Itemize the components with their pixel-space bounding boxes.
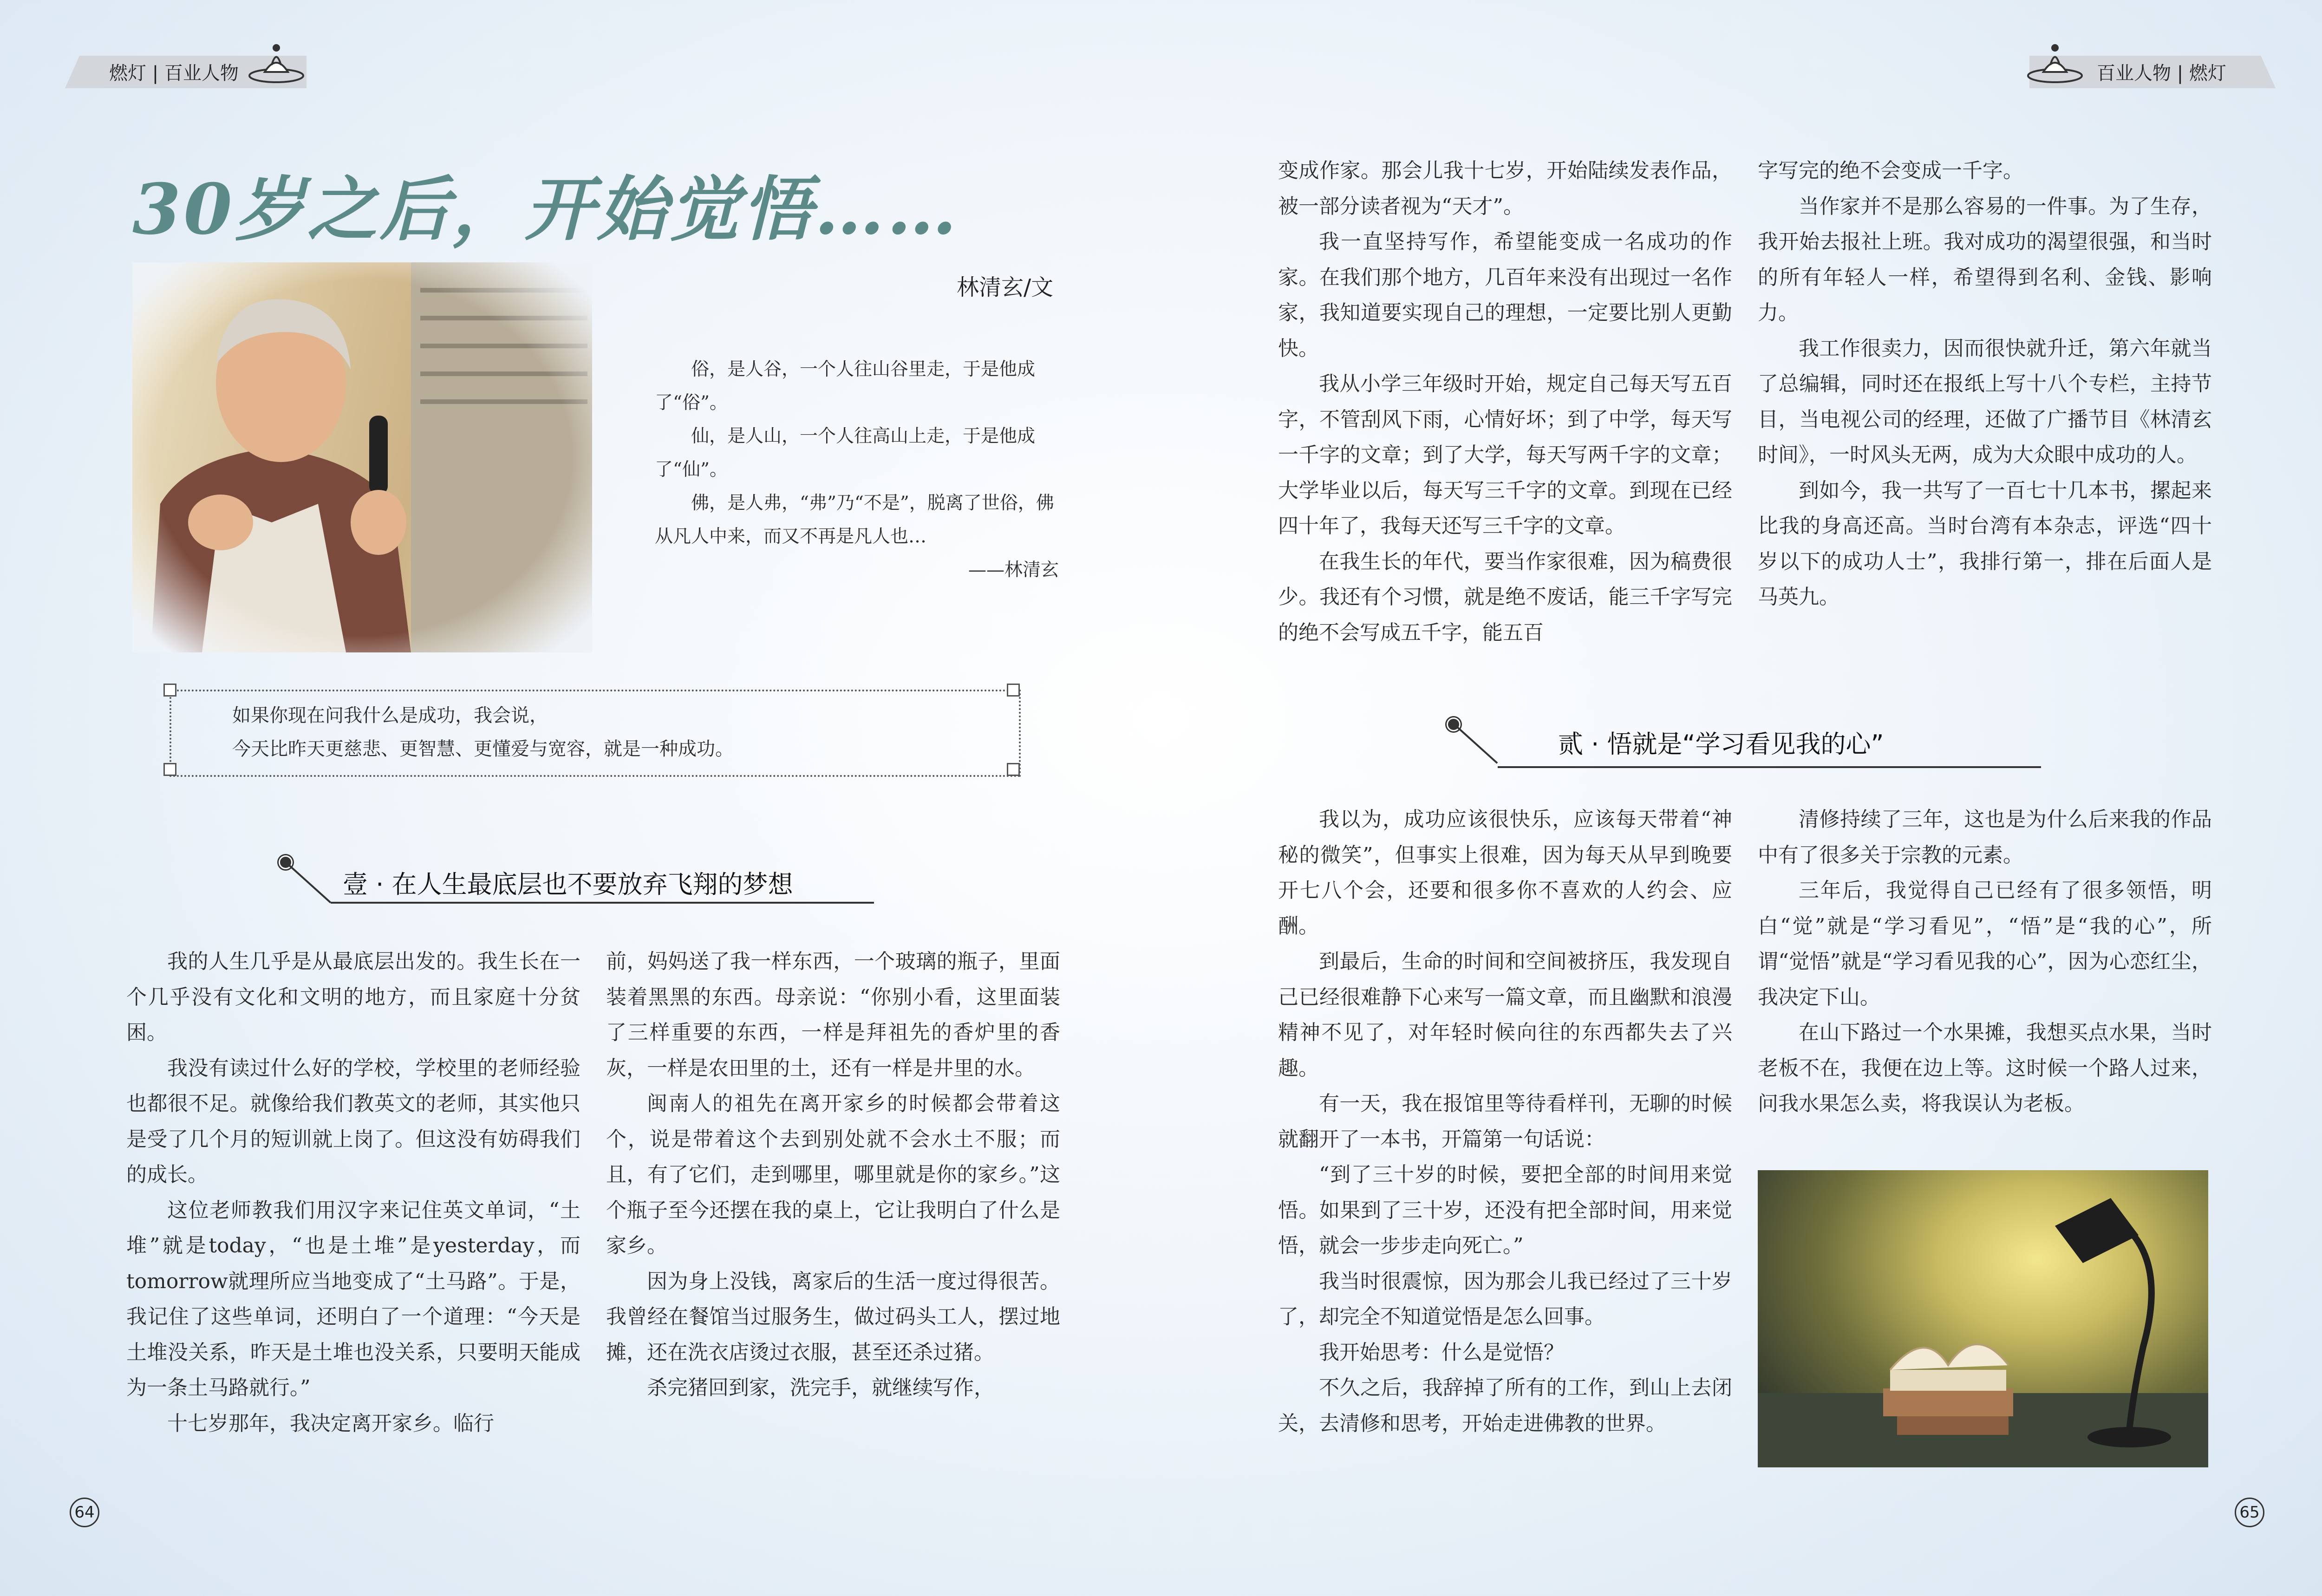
- body-column-1: [126, 944, 580, 1441]
- quote-line: 仙，是人山，一个人往高山上走，于是他成了“仙”。: [655, 426, 1036, 480]
- paragraph: 我工作很卖力，因而很快就升迁，第六年就当了总编辑，同时还在报纸上写十八个专栏，主持节目，当电视公司的经理，还做了广播节目《林清玄时间》，一时风头无两，成为大众眼中成功的人。: [1758, 336, 2212, 467]
- paragraph: 因为身上没钱，离家后的生活一度过得很苦。我曾经在餐馆当过服务生，做过码头工人，摆过地摊，还在洗衣店烫过衣服，甚至还杀过猪。: [606, 1269, 1060, 1364]
- body-column-2: [606, 944, 1060, 1406]
- paragraph: 我从小学三年级时开始，规定自己每天写五百字，不管刮风下雨，心情好坏；到了中学，每天写一千字的文章；到了大学，每天写两千字的文章；大学毕业以后，每天写三千字的文章。到现在已经四十年了，我每天还写三千字的文章。: [1278, 372, 1732, 538]
- author-photo: [132, 262, 592, 652]
- paragraph: 在我生长的年代，要当作家很难，因为稿费很少。我还有个习惯，就是绝不废话，能三千字写完的绝不会写成五千字，能五百: [1278, 549, 1732, 645]
- body-column-5: [1278, 802, 1732, 1441]
- page-number-right: 65: [2235, 1498, 2264, 1527]
- section-2-title: 贰 · 悟就是“学习看见我的心”: [1558, 730, 1884, 759]
- paragraph: 我以为，成功应该很快乐，应该每天带着“神秘的微笑”，但事实上很难，因为每天从早到晚要开七八个会，还要和很多你不喜欢的人约会、应酬。: [1278, 808, 1732, 938]
- callout-text: [232, 699, 1022, 766]
- header-right-text: 百业人物 | 燃灯: [2097, 63, 2226, 84]
- body-column-6: [1758, 802, 2212, 1122]
- paragraph: 在山下路过一个水果摊，我想买点水果，当时老板不在，我便在边上等。这时候一个路人过来，问我水果怎么卖，将我误认为老板。: [1758, 1021, 2212, 1115]
- quote-signature: ——林清玄: [968, 560, 1059, 580]
- paragraph: 闽南人的祖先在离开家乡的时候都会带着这个，说是带着这个去到别处就不会水土不服；而且，有了它们，走到哪里，哪里就是你的家乡。”这个瓶子至今还摆在我的桌上，它让我明白了什么是家乡。: [606, 1092, 1060, 1257]
- quote-line: 俗，是人谷，一个人往山谷里走，于是他成了“俗”。: [655, 359, 1036, 413]
- body-column-4: [1758, 153, 2212, 615]
- paragraph: 清修持续了三年，这也是为什么后来我的作品中有了很多关于宗教的元素。: [1758, 808, 2212, 867]
- section-rule: [288, 865, 331, 903]
- paragraph: 变成作家。那会儿我十七岁，开始陆续发表作品，被一部分读者视为“天才”。: [1278, 159, 1732, 218]
- paragraph: 我开始思考：什么是觉悟？: [1319, 1340, 1564, 1364]
- paragraph: 十七岁那年，我决定离开家乡。临行: [167, 1411, 494, 1435]
- epigraph-quote: [655, 353, 1059, 587]
- paragraph: 字写完的绝不会变成一千字。: [1758, 159, 2023, 182]
- paragraph: 当作家并不是那么容易的一件事。为了生存，我开始去报社上班。我对成功的渴望很强，和当时的所有年轻人一样，希望得到名利、金钱、影响力。: [1758, 194, 2212, 325]
- page-number-left: 64: [70, 1498, 99, 1527]
- box-corner: [1007, 684, 1020, 697]
- paragraph: 到如今，我一共写了一百七十几本书，摞起来比我的身高还高。当时台湾有本杂志，评选“四十岁以下的成功人士”，我排行第一，排在后面人是马英九。: [1758, 478, 2212, 609]
- lotus-lamp-icon: [246, 39, 307, 86]
- section-rule: [331, 902, 874, 904]
- article-title: 30岁之后，开始觉悟……: [132, 169, 959, 250]
- section-rule: [1457, 727, 1498, 764]
- author-byline: 林清玄/文: [957, 274, 1054, 300]
- paragraph: 不久之后，我辞掉了所有的工作，到山上去闭关，去清修和思考，开始走进佛教的世界。: [1278, 1376, 1732, 1435]
- paragraph: 前，妈妈送了我一样东西，一个玻璃的瓶子，里面装着黑黑的东西。母亲说：“你别小看，这里面装了三样重要的东西，一样是拜祖先的香炉里的香灰，一样是农田里的土，还有一样是井里的水。: [606, 950, 1060, 1080]
- header-left-text: 燃灯 | 百业人物: [109, 63, 239, 84]
- paragraph: 杀完猪回到家，洗完手，就继续写作，: [647, 1376, 994, 1400]
- paragraph: 有一天，我在报馆里等待看样刊，无聊的时候就翻开了一本书，开篇第一句话说：: [1278, 1092, 1732, 1151]
- lotus-lamp-icon: [2025, 39, 2085, 86]
- paragraph: 我当时很震惊，因为那会儿我已经过了三十岁了，却完全不知道觉悟是怎么回事。: [1278, 1269, 1732, 1329]
- lamp-books-photo: [1758, 1170, 2208, 1467]
- section-1-title: 壹 · 在人生最底层也不要放弃飞翔的梦想: [343, 870, 793, 899]
- section-rule: [1498, 766, 2041, 768]
- paragraph: 三年后，我觉得自己已经有了很多领悟，明白“觉”就是“学习看见”，“悟”是“我的心”，所谓“觉悟”就是“学习看见我的心”，因为心恋红尘，我决定下山。: [1758, 879, 2212, 1009]
- callout-line: 今天比昨天更慈悲、更智慧、更懂爱与宽容，就是一种成功。: [232, 738, 734, 760]
- paragraph: 到最后，生命的时间和空间被挤压，我发现自己已经很难静下心来写一篇文章，而且幽默和浪漫精神不见了，对年轻时候向往的东西都失去了兴趣。: [1278, 950, 1732, 1080]
- box-corner: [163, 763, 176, 776]
- callout-line: 如果你现在问我什么是成功，我会说，: [232, 705, 548, 726]
- paragraph: 我的人生几乎是从最底层出发的。我生长在一个几乎没有文化和文明的地方，而且家庭十分贫困。: [126, 950, 580, 1044]
- body-column-3: [1278, 153, 1732, 651]
- quote-line: 佛，是人弗，“弗”乃“不是”，脱离了世俗，佛从凡人中来，而又不再是凡人也…: [655, 493, 1054, 547]
- paragraph: “到了三十岁的时候，要把全部的时间用来觉悟。如果到了三十岁，还没有把全部时间，用来觉悟，就会一步步走向死亡。”: [1278, 1163, 1732, 1257]
- paragraph: 我没有读过什么好的学校，学校里的老师经验也都很不足。就像给我们教英文的老师，其实他只是受了几个月的短训就上岗了。但这没有妨碍我们的成长。: [126, 1056, 580, 1186]
- paragraph: 我一直坚持写作，希望能变成一名成功的作家。在我们那个地方，几百年来没有出现过一名作家，我知道要实现自己的理想，一定要比别人更勤快。: [1278, 230, 1732, 360]
- paragraph: 这位老师教我们用汉字来记住英文单词，“土堆”就是today，“也是土堆”是yesterday，而tomorrow就理所应当地变成了“土马路”。于是，我记住了这些单词，还明白了一个道理：“今天是土堆没关系，昨天是土堆也没关系，只要明天能成为一条土马路就行。”: [126, 1198, 580, 1400]
- box-corner: [163, 684, 176, 697]
